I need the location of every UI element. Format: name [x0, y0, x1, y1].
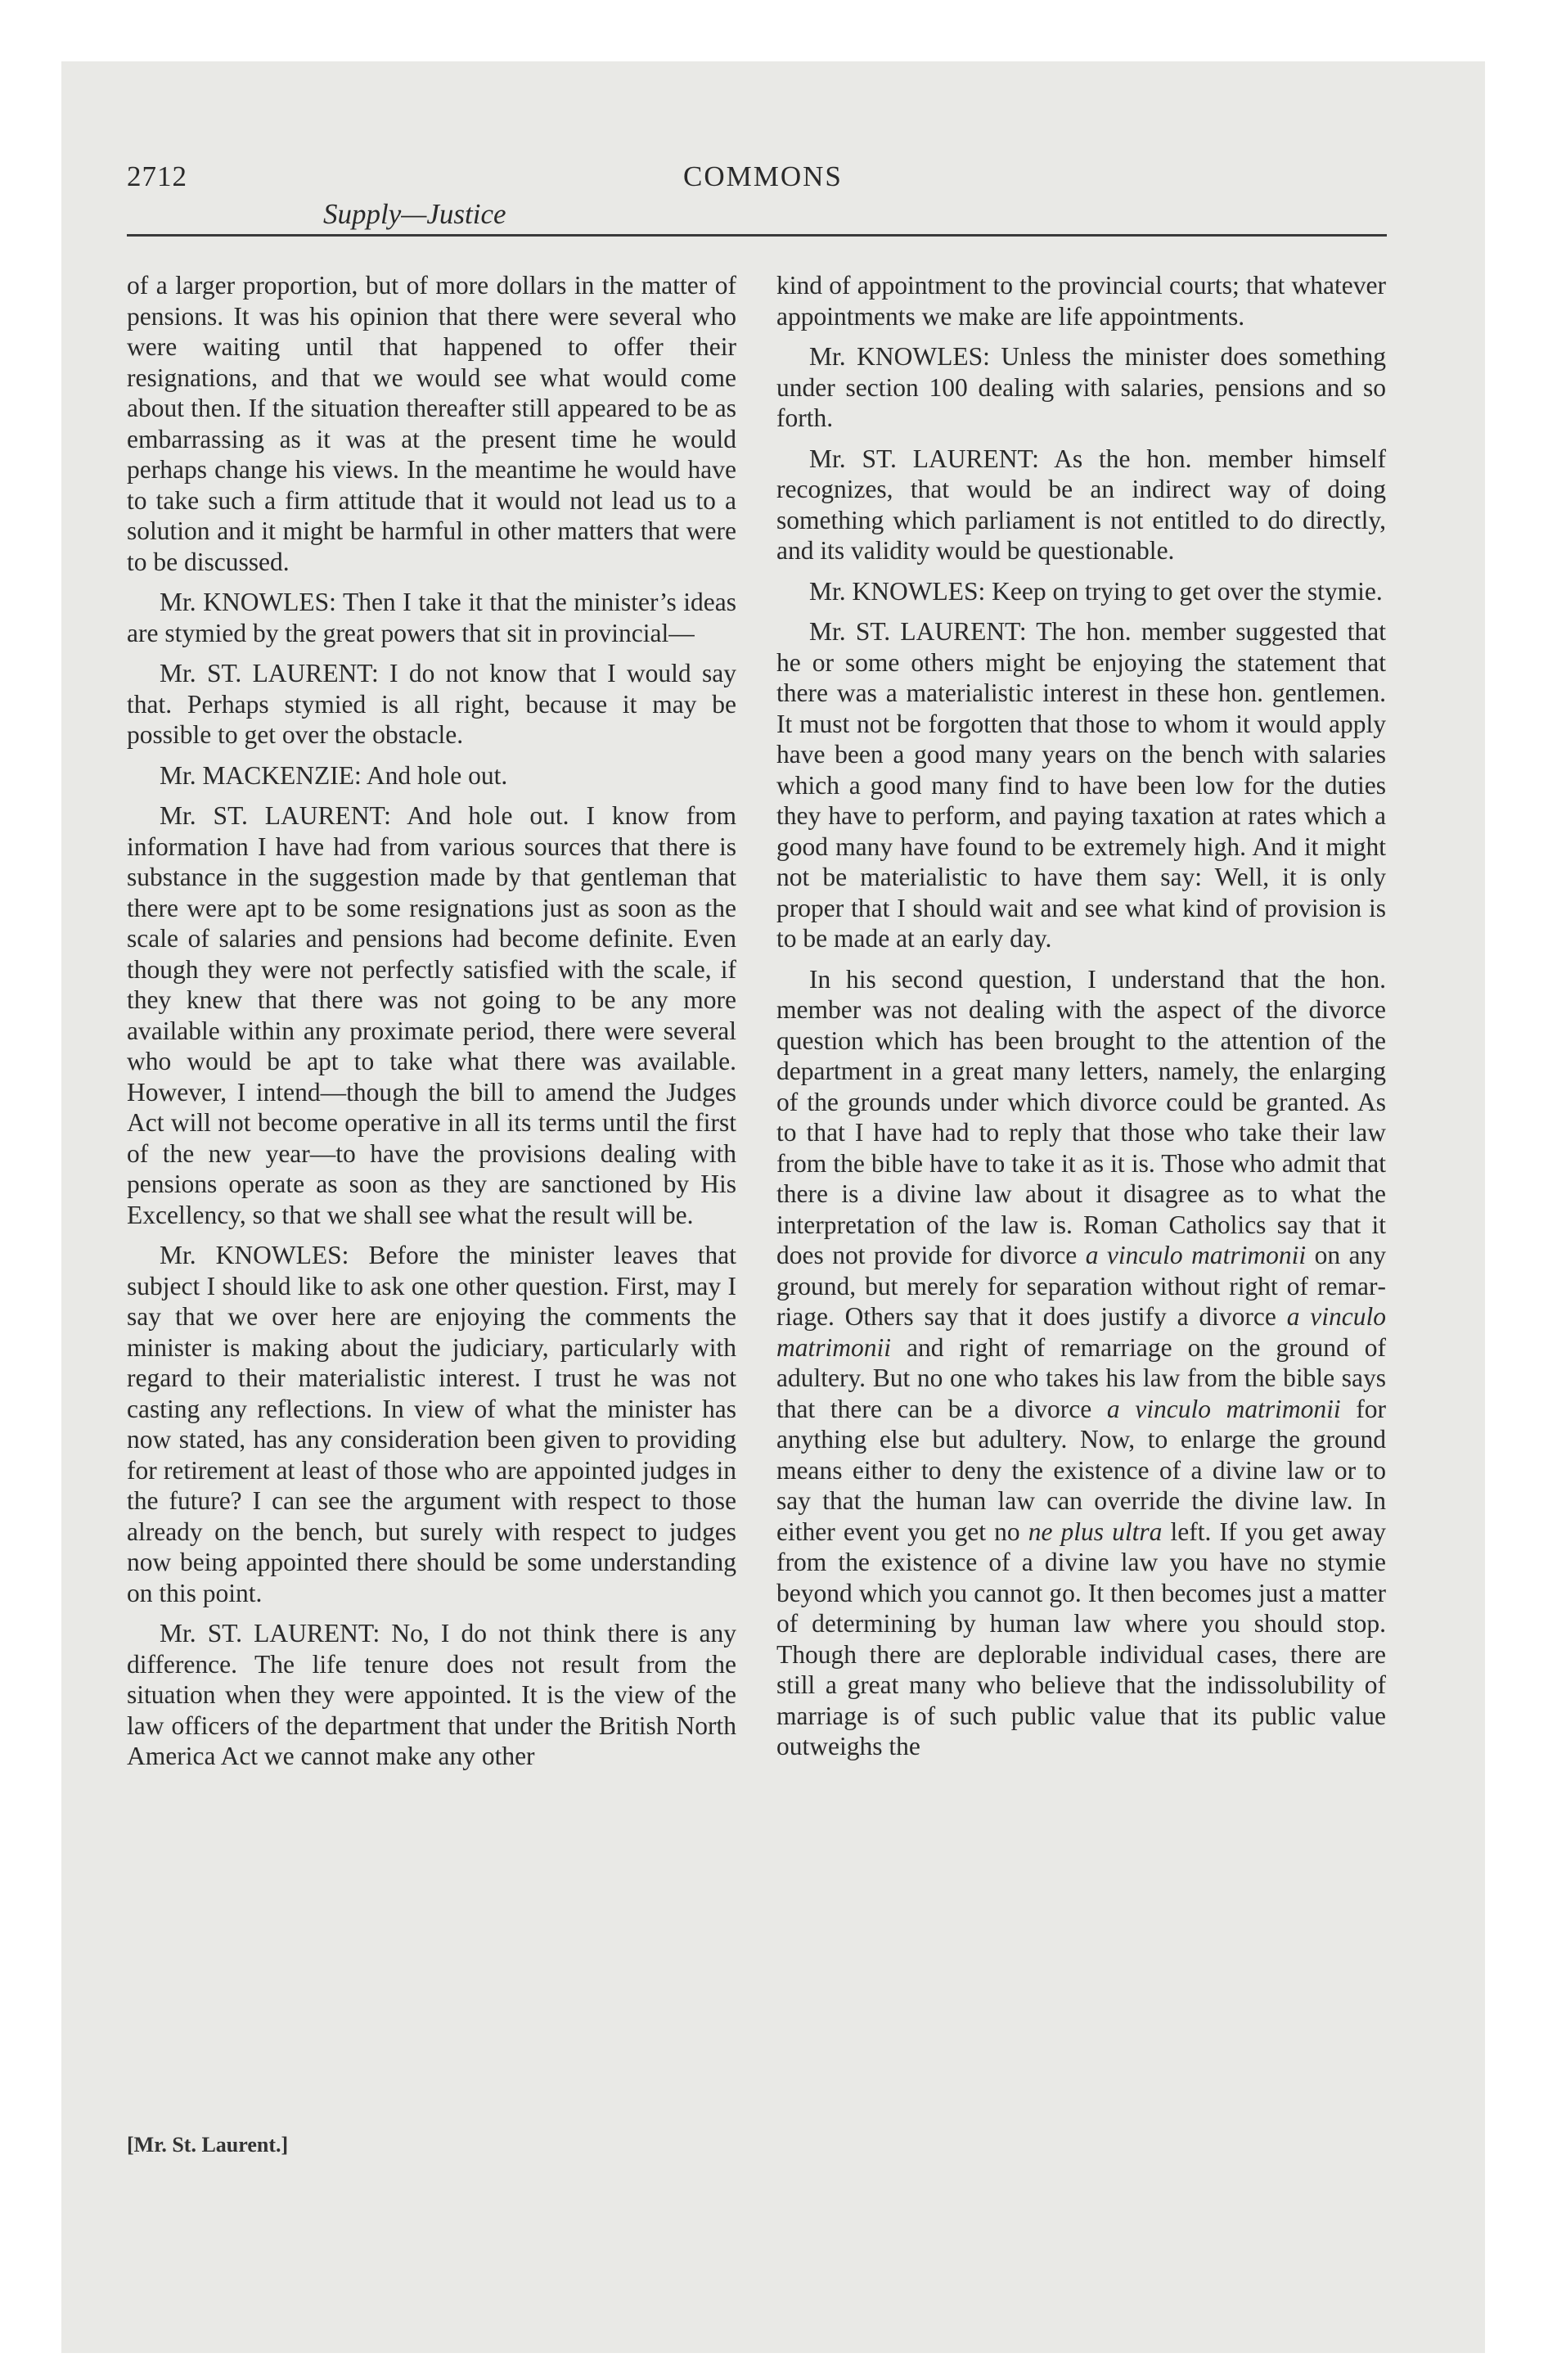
speaker-name: Mr. ST. LAURENT:	[160, 659, 379, 687]
speaker-name: Mr. MACKENZIE:	[160, 760, 362, 790]
speech-text: Keep on trying to get over the stymie.	[985, 576, 1383, 606]
paragraph	[127, 658, 736, 751]
speech-text: and right of remarriage on the ground of adultery. But no one who takes his law from the bible says that there can be a divorce	[776, 1332, 1386, 1423]
paragraph	[776, 964, 1386, 1762]
speech-text: on any ground, but merely for separation without right of remarriage. Others say that it does justify a divorce	[776, 1241, 1387, 1331]
speaker-name: Mr. KNOWLES:	[160, 1241, 349, 1269]
speech-text: As the hon. member himself recognizes, that would be an indirect way of doing something which parliament is not entitled to do directly, and its validity would be questionable.	[776, 444, 1386, 565]
speech-text: And hole out.	[361, 760, 508, 790]
speaker-footer: [Mr. St. Laurent.]	[127, 2133, 289, 2157]
latin-term: ne plus ultra	[1028, 1517, 1163, 1546]
speech-text: for anything else but adultery. Now, to enlarge the ground means either to deny the existence of a divine law or to say that the human law can override the divine law. In either event you get no	[776, 1394, 1386, 1546]
section-title: Supply—Justice	[323, 198, 506, 230]
latin-term: a vinculo matrimonii	[1085, 1241, 1307, 1269]
paragraph	[127, 1240, 736, 1608]
paragraph	[127, 800, 736, 1230]
speaker-name: Mr. ST. LAURENT:	[809, 444, 1039, 473]
paragraph	[776, 444, 1386, 566]
paragraph: kind of appointment to the provincial courts; that whatever appointments we make are life appointments.	[776, 271, 1386, 331]
speech-text: Unless the minister does something under section 100 dealing with salaries, pensions and so forth.	[776, 342, 1387, 432]
latin-term: a vinculo matrimonii	[1106, 1394, 1341, 1423]
latin-term: a vinculo matrimonii	[776, 1302, 1387, 1362]
paragraph: of a larger proportion, but of more dollars in the matter of pensions. It was his opinion that there were several who were waiting until that happened to offer their resignations, and that we would see what would come about then. If the situation thereafter still appeared to be as embarrassing as it was at the present time he would perhaps change his views. In the meantime he would have to take such a firm attitude that it would not lead us to a solution and it might be harmful in other matters that were to be discussed.	[127, 271, 736, 576]
paragraph	[127, 760, 736, 791]
paragraph	[776, 341, 1386, 434]
speaker-name: Mr. ST. LAURENT:	[160, 1619, 380, 1648]
paragraph	[127, 587, 736, 648]
paragraph	[776, 616, 1386, 954]
speech-text: The hon. member suggested that he or some others might be enjoying the statement that there was a materialistic interest in these hon. gentlemen. It must not be forgotten that those to whom it would apply have been a good many years on the bench with salaries which a good many find to have been low for the duties they have to perform, and paying taxation at rates which a good many have found to be extremely high. And it might not be materialistic to have them say: Well, it is only proper that I should wait and see what kind of provision is to be made at an early day.	[776, 617, 1386, 953]
speech-text: Before the minister leaves that subject I should like to ask one other question. First, may I say that we over here are enjoying the comments the minister is making about the judiciary, particularly with regard to their materialistic interest. I trust he was not casting any reflections. In view of what the minister has now stated, has any consideration been given to providing for retirement at least of those who are appointed judges in the future? I can see the argument with respect to those already on the bench, but surely with respect to judges now being appointed there should be some understanding on this point.	[127, 1241, 736, 1607]
speaker-name: Mr. KNOWLES:	[809, 576, 986, 606]
right-column	[776, 270, 1386, 1772]
header-rule	[127, 234, 1387, 237]
paragraph	[127, 1618, 736, 1772]
speaker-name: Mr. KNOWLES:	[160, 588, 336, 616]
speech-text: In his second question, I understand that the hon. member was not dealing with the aspect of the divorce question which has been brought to the attention of the department in a great many letters, namely, the enlarging of the grounds under which divorce could be granted. As to that I have had to reply that those who take their law from the bible have to take it as it is. Those who admit that there is a divine law about it disagree as to what the interpretation of the law is. Roman Catholics say that it does not provide for divorce	[776, 964, 1386, 1269]
page-number: 2712	[127, 160, 187, 192]
speaker-name: Mr. ST. LAURENT:	[809, 617, 1027, 646]
speech-text: left. If you get away from the existence of a divine law you have no stymie beyond which you cannot go. It then becomes just a matter of determining by human law where you should stop. Though there are deplorable individual cases, there are still a great many who believe that the indissolubility of marriage is of such public value that its public value outweighs the	[776, 1517, 1387, 1760]
speaker-name: Mr. ST. LAURENT:	[160, 801, 391, 830]
journal-title: COMMONS	[683, 160, 843, 192]
speech-text: Then I take it that the minister’s ideas are stymied by the great powers that sit in provincial—	[127, 588, 737, 647]
speech-text: No, I do not think there is any difference. The life tenure does not result from the situation when they were appointed. It is the view of the law officers of the department that under the British North America Act we cannot make any other	[127, 1619, 736, 1770]
speech-text: And hole out. I know from information I have had from various sources that there is substance in the suggestion made by that gentleman that there were apt to be some resignations just as soon as the scale of salaries and pensions had become definite. Even though they were not perfectly satisfied with the scale, if they knew that there was not going to be any more available within any proximate period, there were several who would be apt to take what there was available. However, I intend—though the bill to amend the Judges Act will not become operative in all its terms until the first of the new year—to have the provisions dealing with pensions operate as soon as they are sanctioned by His Excellency, so that we shall see what the result will be.	[127, 801, 736, 1229]
paragraph	[776, 576, 1386, 607]
left-column	[127, 270, 736, 1782]
speech-text: I do not know that I would say that. Perhaps stymied is all right, because it may be possible to get over the obstacle.	[127, 659, 736, 749]
page-header	[127, 160, 1387, 241]
speaker-name: Mr. KNOWLES:	[809, 342, 990, 371]
